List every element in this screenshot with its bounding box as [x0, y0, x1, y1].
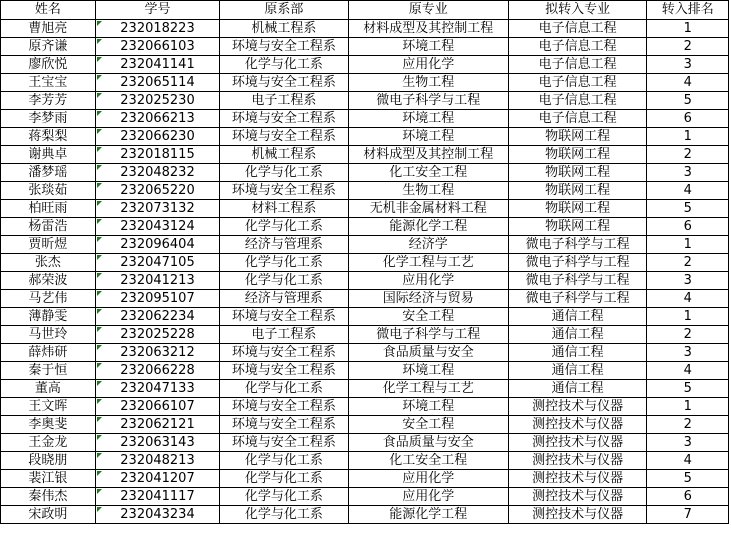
table-row — [1, 110, 729, 128]
cell-student-id[interactable]: 232018115 — [95, 146, 219, 164]
cell-original-major[interactable]: 化学工程与工艺 — [348, 380, 508, 398]
cell-original-major[interactable]: 微电子科学与工程 — [348, 326, 508, 344]
cell-rank[interactable]: 4 — [647, 74, 729, 92]
cell-name[interactable]: 薄静雯 — [1, 308, 96, 326]
table-body — [1, 20, 729, 524]
cell-target-major[interactable]: 测控技术与仪器 — [508, 452, 647, 470]
cell-student-id[interactable]: 232066103 — [95, 38, 219, 56]
table-row — [1, 182, 729, 200]
cell-student-id[interactable]: 232073132 — [95, 200, 219, 218]
cell-student-id[interactable]: 232048213 — [95, 452, 219, 470]
cell-name[interactable]: 李梦雨 — [1, 110, 96, 128]
cell-original-major[interactable]: 材料成型及其控制工程 — [348, 20, 508, 38]
cell-rank[interactable]: 6 — [647, 110, 729, 128]
cell-target-major[interactable]: 测控技术与仪器 — [508, 434, 647, 452]
cell-original-department[interactable]: 机械工程系 — [220, 20, 348, 38]
cell-original-department[interactable]: 电子工程系 — [220, 92, 348, 110]
cell-name[interactable]: 蒋梨梨 — [1, 128, 96, 146]
table-row — [1, 236, 729, 254]
cell-name[interactable]: 李芳芳 — [1, 92, 96, 110]
header-student-id[interactable]: 学号 — [95, 1, 219, 20]
cell-original-major[interactable]: 生物工程 — [348, 182, 508, 200]
cell-student-id[interactable]: 232043124 — [95, 218, 219, 236]
table-row — [1, 326, 729, 344]
cell-target-major[interactable]: 电子信息工程 — [508, 92, 647, 110]
cell-target-major[interactable]: 测控技术与仪器 — [508, 416, 647, 434]
cell-name[interactable]: 贾昕煜 — [1, 236, 96, 254]
table-row — [1, 434, 729, 452]
cell-student-id[interactable]: 232065220 — [95, 182, 219, 200]
table-row — [1, 38, 729, 56]
cell-rank[interactable]: 3 — [647, 272, 729, 290]
cell-target-major[interactable]: 通信工程 — [508, 362, 647, 380]
header-rank[interactable]: 转入排名 — [647, 1, 729, 20]
table-row — [1, 506, 729, 524]
cell-student-id[interactable]: 232047133 — [95, 380, 219, 398]
cell-name[interactable]: 裴江银 — [1, 470, 96, 488]
cell-original-department[interactable]: 化学与化工系 — [220, 488, 348, 506]
cell-rank[interactable]: 3 — [647, 344, 729, 362]
cell-name[interactable]: 薛炜研 — [1, 344, 96, 362]
cell-original-department[interactable]: 化学与化工系 — [220, 56, 348, 74]
cell-original-major[interactable]: 环境工程 — [348, 398, 508, 416]
cell-student-id[interactable]: 232066213 — [95, 110, 219, 128]
cell-original-major[interactable]: 应用化学 — [348, 272, 508, 290]
cell-rank[interactable]: 1 — [647, 236, 729, 254]
cell-original-major[interactable]: 能源化学工程 — [348, 218, 508, 236]
cell-name[interactable]: 杨雷浩 — [1, 218, 96, 236]
cell-student-id[interactable]: 232018223 — [95, 20, 219, 38]
cell-original-department[interactable]: 环境与安全工程系 — [220, 182, 348, 200]
cell-target-major[interactable]: 通信工程 — [508, 308, 647, 326]
cell-rank[interactable]: 6 — [647, 218, 729, 236]
cell-original-department[interactable]: 化学与化工系 — [220, 452, 348, 470]
cell-rank[interactable]: 2 — [647, 254, 729, 272]
cell-original-department[interactable]: 环境与安全工程系 — [220, 110, 348, 128]
cell-target-major[interactable]: 微电子科学与工程 — [508, 236, 647, 254]
cell-student-id[interactable]: 232041207 — [95, 470, 219, 488]
cell-original-major[interactable]: 环境工程 — [348, 128, 508, 146]
cell-target-major[interactable]: 物联网工程 — [508, 200, 647, 218]
cell-name[interactable]: 马世玲 — [1, 326, 96, 344]
cell-original-department[interactable]: 环境与安全工程系 — [220, 74, 348, 92]
cell-target-major[interactable]: 测控技术与仪器 — [508, 488, 647, 506]
table-row — [1, 272, 729, 290]
cell-original-department[interactable]: 环境与安全工程系 — [220, 128, 348, 146]
cell-rank[interactable]: 5 — [647, 470, 729, 488]
cell-original-major[interactable]: 应用化学 — [348, 56, 508, 74]
cell-name[interactable]: 原齐谦 — [1, 38, 96, 56]
cell-rank[interactable]: 5 — [647, 380, 729, 398]
cell-target-major[interactable]: 微电子科学与工程 — [508, 272, 647, 290]
cell-target-major[interactable]: 测控技术与仪器 — [508, 506, 647, 524]
table-row — [1, 164, 729, 182]
cell-original-department[interactable]: 材料工程系 — [220, 200, 348, 218]
cell-name[interactable]: 宋政明 — [1, 506, 96, 524]
table-row — [1, 128, 729, 146]
cell-rank[interactable]: 5 — [647, 92, 729, 110]
cell-original-major[interactable]: 应用化学 — [348, 488, 508, 506]
table-row — [1, 380, 729, 398]
cell-target-major[interactable]: 物联网工程 — [508, 164, 647, 182]
table-row — [1, 470, 729, 488]
cell-original-major[interactable]: 安全工程 — [348, 416, 508, 434]
cell-rank[interactable]: 1 — [647, 398, 729, 416]
cell-original-department[interactable]: 环境与安全工程系 — [220, 416, 348, 434]
cell-target-major[interactable]: 测控技术与仪器 — [508, 398, 647, 416]
cell-name[interactable]: 马艺伟 — [1, 290, 96, 308]
cell-target-major[interactable]: 通信工程 — [508, 380, 647, 398]
cell-original-major[interactable]: 安全工程 — [348, 308, 508, 326]
cell-original-department[interactable]: 化学与化工系 — [220, 380, 348, 398]
cell-original-department[interactable]: 化学与化工系 — [220, 254, 348, 272]
cell-student-id[interactable]: 232066230 — [95, 128, 219, 146]
cell-original-department[interactable]: 化学与化工系 — [220, 272, 348, 290]
cell-rank[interactable]: 5 — [647, 200, 729, 218]
cell-original-department[interactable]: 环境与安全工程系 — [220, 308, 348, 326]
cell-original-major[interactable]: 无机非金属材料工程 — [348, 200, 508, 218]
cell-name[interactable]: 潘梦瑶 — [1, 164, 96, 182]
table-row — [1, 308, 729, 326]
table-row — [1, 20, 729, 38]
cell-original-department[interactable]: 环境与安全工程系 — [220, 434, 348, 452]
cell-original-major[interactable]: 化工安全工程 — [348, 452, 508, 470]
table-row — [1, 488, 729, 506]
cell-original-major[interactable]: 微电子科学与工程 — [348, 92, 508, 110]
cell-original-major[interactable]: 食品质量与安全 — [348, 434, 508, 452]
cell-original-department[interactable]: 机械工程系 — [220, 146, 348, 164]
table-row — [1, 74, 729, 92]
cell-rank[interactable]: 1 — [647, 128, 729, 146]
cell-student-id[interactable]: 232062121 — [95, 416, 219, 434]
cell-original-department[interactable]: 化学与化工系 — [220, 470, 348, 488]
cell-rank[interactable]: 6 — [647, 488, 729, 506]
cell-original-major[interactable]: 环境工程 — [348, 110, 508, 128]
cell-student-id[interactable]: 232048232 — [95, 164, 219, 182]
cell-original-department[interactable]: 环境与安全工程系 — [220, 362, 348, 380]
cell-rank[interactable]: 3 — [647, 164, 729, 182]
cell-name[interactable]: 张杰 — [1, 254, 96, 272]
cell-original-department[interactable]: 经济与管理系 — [220, 236, 348, 254]
cell-name[interactable]: 郝荣波 — [1, 272, 96, 290]
cell-target-major[interactable]: 微电子科学与工程 — [508, 254, 647, 272]
cell-student-id[interactable]: 232063212 — [95, 344, 219, 362]
cell-rank[interactable]: 2 — [647, 146, 729, 164]
table-row — [1, 452, 729, 470]
cell-rank[interactable]: 2 — [647, 326, 729, 344]
cell-rank[interactable]: 3 — [647, 434, 729, 452]
cell-target-major[interactable]: 电子信息工程 — [508, 20, 647, 38]
cell-rank[interactable]: 2 — [647, 38, 729, 56]
cell-student-id[interactable]: 232096404 — [95, 236, 219, 254]
header-name[interactable]: 姓名 — [1, 1, 96, 20]
cell-rank[interactable]: 1 — [647, 20, 729, 38]
header-target-major[interactable]: 拟转入专业 — [508, 1, 647, 20]
cell-name[interactable]: 王宝宝 — [1, 74, 96, 92]
cell-original-major[interactable]: 经济学 — [348, 236, 508, 254]
cell-original-major[interactable]: 生物工程 — [348, 74, 508, 92]
cell-student-id[interactable]: 232062234 — [95, 308, 219, 326]
cell-target-major[interactable]: 物联网工程 — [508, 182, 647, 200]
cell-name[interactable]: 王文晖 — [1, 398, 96, 416]
cell-name[interactable]: 谢典卓 — [1, 146, 96, 164]
cell-name[interactable]: 段晓朋 — [1, 452, 96, 470]
cell-original-major[interactable]: 国际经济与贸易 — [348, 290, 508, 308]
cell-name[interactable]: 曹旭亮 — [1, 20, 96, 38]
cell-student-id[interactable]: 232041117 — [95, 488, 219, 506]
header-original-major[interactable]: 原专业 — [348, 1, 508, 20]
cell-original-department[interactable]: 化学与化工系 — [220, 218, 348, 236]
cell-student-id[interactable]: 232041141 — [95, 56, 219, 74]
cell-student-id[interactable]: 232025228 — [95, 326, 219, 344]
cell-target-major[interactable]: 电子信息工程 — [508, 38, 647, 56]
cell-target-major[interactable]: 通信工程 — [508, 344, 647, 362]
table-row — [1, 200, 729, 218]
cell-student-id[interactable]: 232025230 — [95, 92, 219, 110]
table-row — [1, 398, 729, 416]
table-row — [1, 290, 729, 308]
cell-rank[interactable]: 7 — [647, 506, 729, 524]
header-original-department[interactable]: 原系部 — [220, 1, 348, 20]
cell-name[interactable]: 王金龙 — [1, 434, 96, 452]
cell-original-department[interactable]: 电子工程系 — [220, 326, 348, 344]
cell-name[interactable]: 廖欣悦 — [1, 56, 96, 74]
cell-original-major[interactable]: 环境工程 — [348, 362, 508, 380]
cell-target-major[interactable]: 物联网工程 — [508, 128, 647, 146]
cell-target-major[interactable]: 物联网工程 — [508, 218, 647, 236]
cell-original-major[interactable]: 材料成型及其控制工程 — [348, 146, 508, 164]
cell-original-department[interactable]: 环境与安全工程系 — [220, 398, 348, 416]
cell-original-department[interactable]: 环境与安全工程系 — [220, 344, 348, 362]
cell-target-major[interactable]: 物联网工程 — [508, 146, 647, 164]
cell-original-major[interactable]: 环境工程 — [348, 38, 508, 56]
cell-target-major[interactable]: 电子信息工程 — [508, 74, 647, 92]
cell-name[interactable]: 秦伟杰 — [1, 488, 96, 506]
table-row — [1, 254, 729, 272]
cell-rank[interactable]: 2 — [647, 416, 729, 434]
table-row — [1, 56, 729, 74]
cell-original-major[interactable]: 化学工程与工艺 — [348, 254, 508, 272]
cell-target-major[interactable]: 通信工程 — [508, 326, 647, 344]
cell-original-department[interactable]: 化学与化工系 — [220, 506, 348, 524]
cell-rank[interactable]: 3 — [647, 56, 729, 74]
table-row — [1, 218, 729, 236]
cell-name[interactable]: 董高 — [1, 380, 96, 398]
cell-student-id[interactable]: 232041213 — [95, 272, 219, 290]
cell-original-department[interactable]: 化学与化工系 — [220, 164, 348, 182]
cell-name[interactable]: 秦于恒 — [1, 362, 96, 380]
table-row — [1, 362, 729, 380]
cell-original-department[interactable]: 环境与安全工程系 — [220, 38, 348, 56]
cell-student-id[interactable]: 232066228 — [95, 362, 219, 380]
cell-student-id[interactable]: 232047105 — [95, 254, 219, 272]
cell-name[interactable]: 柏旺雨 — [1, 200, 96, 218]
cell-original-major[interactable]: 能源化学工程 — [348, 506, 508, 524]
cell-rank[interactable]: 1 — [647, 308, 729, 326]
cell-student-id[interactable]: 232095107 — [95, 290, 219, 308]
cell-original-major[interactable]: 应用化学 — [348, 470, 508, 488]
cell-target-major[interactable]: 电子信息工程 — [508, 110, 647, 128]
cell-original-major[interactable]: 化工安全工程 — [348, 164, 508, 182]
cell-rank[interactable]: 4 — [647, 182, 729, 200]
cell-target-major[interactable]: 测控技术与仪器 — [508, 470, 647, 488]
table-row — [1, 92, 729, 110]
cell-name[interactable]: 张琰茹 — [1, 182, 96, 200]
cell-name[interactable]: 李奥斐 — [1, 416, 96, 434]
cell-student-id[interactable]: 232065114 — [95, 74, 219, 92]
cell-rank[interactable]: 4 — [647, 362, 729, 380]
header-row — [1, 1, 729, 20]
cell-student-id[interactable]: 232043234 — [95, 506, 219, 524]
table-row — [1, 146, 729, 164]
cell-student-id[interactable]: 232063143 — [95, 434, 219, 452]
table-row — [1, 416, 729, 434]
cell-target-major[interactable]: 微电子科学与工程 — [508, 290, 647, 308]
cell-original-department[interactable]: 经济与管理系 — [220, 290, 348, 308]
cell-rank[interactable]: 4 — [647, 452, 729, 470]
cell-rank[interactable]: 4 — [647, 290, 729, 308]
cell-student-id[interactable]: 232066107 — [95, 398, 219, 416]
cell-original-major[interactable]: 食品质量与安全 — [348, 344, 508, 362]
cell-target-major[interactable]: 电子信息工程 — [508, 56, 647, 74]
table-row — [1, 344, 729, 362]
